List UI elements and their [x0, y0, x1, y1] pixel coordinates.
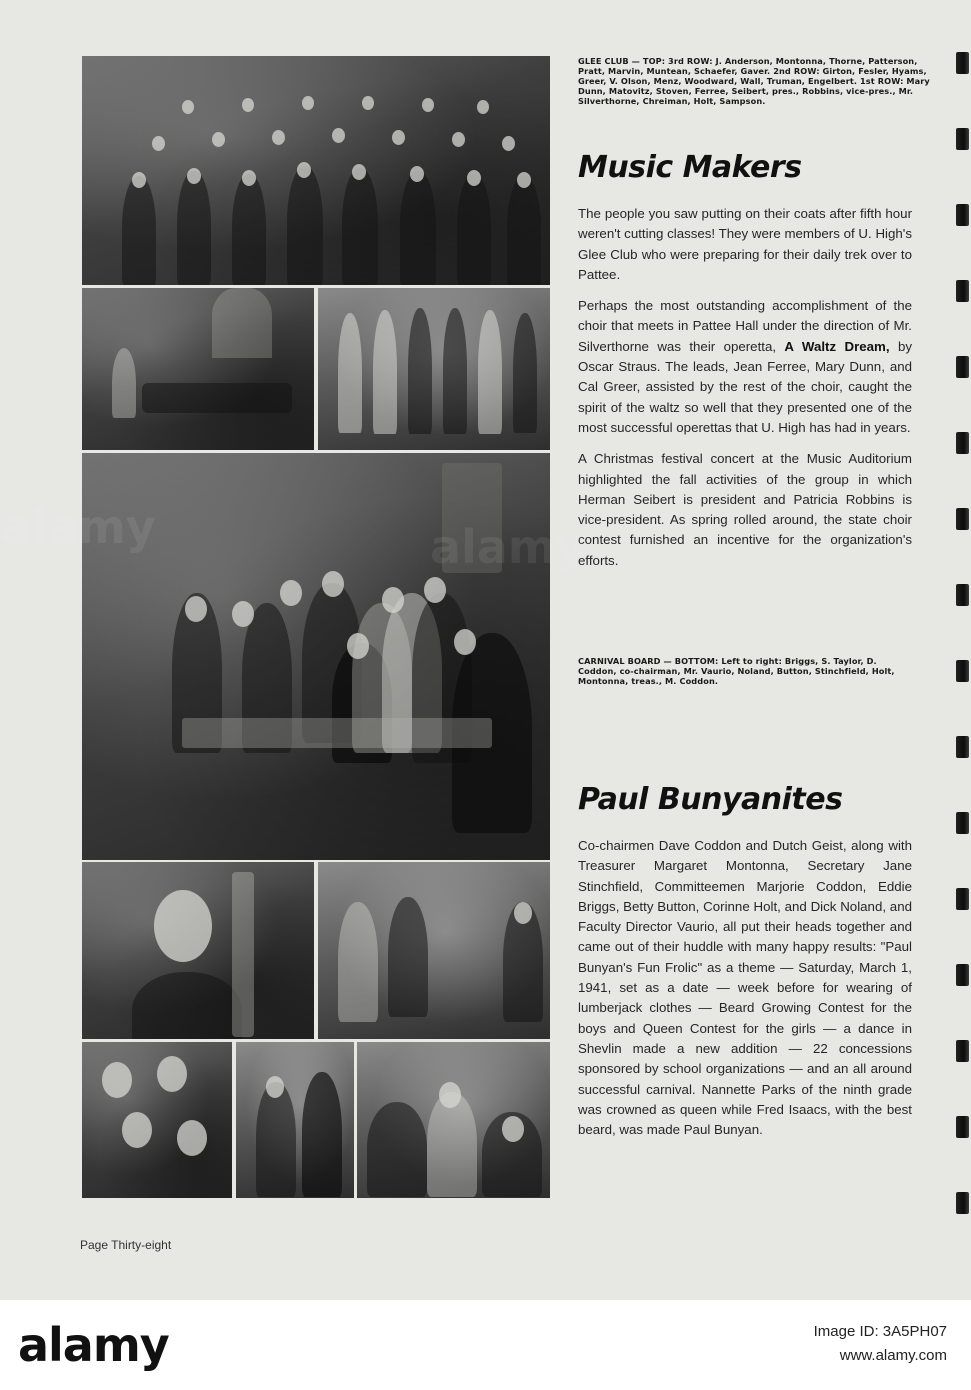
paul-bunyanites-article: [578, 836, 912, 1151]
page-number: Page Thirty-eight: [80, 1238, 172, 1252]
music-paragraph-2-rest: by Oscar Straus. The leads, Jean Ferree, Mary Dunn, and Cal Greer, assisted by the rest of the choir, caught the spirit of the waltz so well that they presented one of the most successful operettas that U. High has had in years.: [578, 338, 912, 435]
carnival-board-caption: CARNIVAL BOARD — BOTTOM: Left to right: Briggs, S. Taylor, D. Coddon, co-chairman, Mr. Vaurio, Noland, Button, Stinchfield, Holt, Montonna, treas., M. Coddon.: [578, 656, 895, 686]
image-id-label: Image ID: 3A5PH07: [813, 1323, 947, 1340]
queen-crowning-photo: [236, 1042, 354, 1198]
watermark: alamy: [0, 500, 156, 554]
alamy-logo: alamy: [18, 1318, 169, 1372]
library-group-photo: [357, 1042, 550, 1198]
carnival-board-photo: [82, 453, 550, 860]
music-paragraph-3: A Christmas festival concert at the Music Auditorium highlighted the fall activities of the group in which Herman Seibert is president and Patricia Robbins is vice-president. As spring rolled around, the state choir contest furnished an incentive for the organization's efforts.: [578, 451, 912, 568]
boy-with-axe-photo: [82, 862, 314, 1039]
banner-info: [814, 1320, 947, 1368]
operetta-title: A Waltz Dream,: [784, 338, 890, 354]
music-paragraph-1: The people you saw putting on their coats after fifth hour weren't cutting classes! They were members of U. High's Glee Club who were preparing for their daily trek over to Pattee.: [578, 206, 912, 282]
music-makers-heading: Music Makers: [578, 150, 802, 185]
choir-stage-photo: [82, 288, 314, 450]
glee-club-caption: GLEE CLUB — TOP: 3rd ROW: J. Anderson, Montonna, Thorne, Patterson, Pratt, Marvin, Muntean, Schaefer, Gaver. 2nd ROW: Girton, Fesler, Hyams, Greer, V. Olson, Menz, Woodward, Wall, Truman, Engelbert. 1st ROW: Mary Dunn, Matovitz, Stoven, Ferree, Seibert, pres., Robbins, vice-pres., Mr. Silverthorne, Chreiman, Holt, Sampson.: [578, 56, 930, 106]
paul-paragraph-1: Co-chairmen Dave Coddon and Dutch Geist, along with Treasurer Margaret Montonna, Secretary Jane Stinchfield, Committeemen Marjorie Coddon, Eddie Briggs, Betty Button, Corinne Holt, and Dick Noland, and Faculty Director Vaurio, all put their heads together and came out of their huddle with many happy results: "Paul Bunyan's Fun Frolic" as a theme — Saturday, March 1, 1941, set as a date — week before for wearing of lumberjack clothes — Beard Growing Contest for the boys and Queen Contest for the girls — a dance in Shevlin made a new addition — 22 concessions sponsored by school organizations — and an all around successful carnival. Nannette Parks of the ninth grade was crowned as queen while Fred Isaacs, with the best beard, was made Paul Bunyan.: [578, 838, 912, 1138]
site-link[interactable]: www.alamy.com: [839, 1347, 947, 1364]
music-paragraph-2-lead: Perhaps the most outstanding accomplishment of the choir that meets in Pattee Hall under the direction of Mr. Silverthorne was their operetta,: [578, 298, 912, 354]
music-makers-article: [578, 204, 912, 582]
girls-lineup-photo: [318, 288, 550, 450]
music-paragraph-2: [578, 296, 912, 438]
stock-photo-banner: [0, 1300, 971, 1390]
spiral-binding: [951, 40, 969, 1240]
beard-contest-photo: [82, 1042, 232, 1198]
paul-bunyanites-heading: Paul Bunyanites: [578, 782, 843, 817]
lumberjack-sawing-photo: [318, 862, 550, 1039]
glee-club-group-photo: [82, 56, 550, 285]
